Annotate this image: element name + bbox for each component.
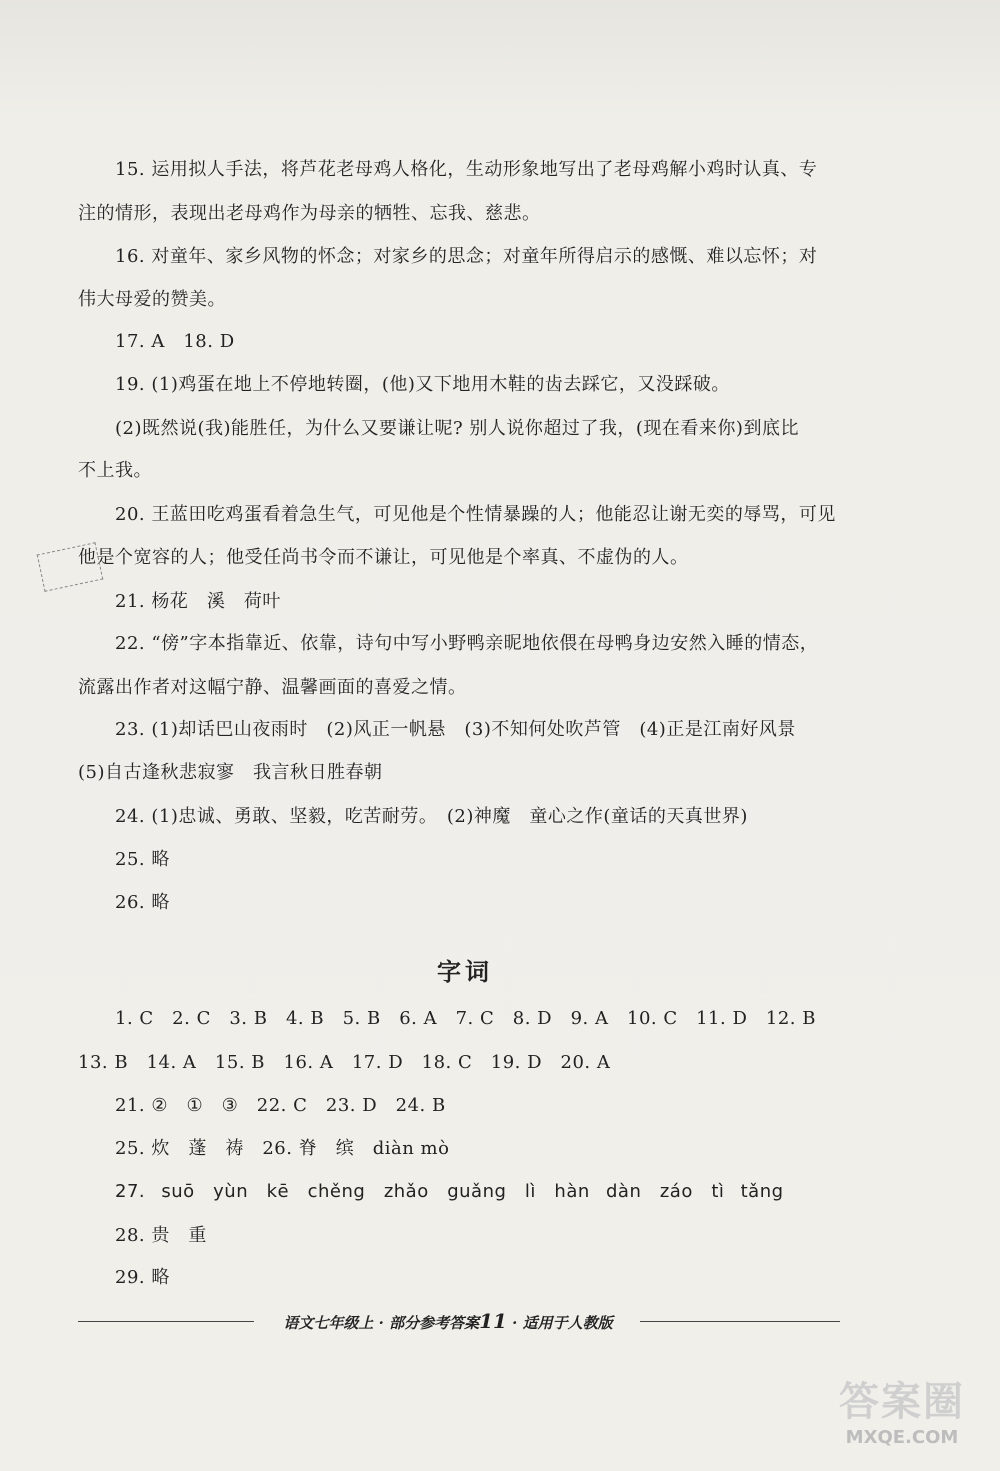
footer-left-text: 语文七年级上 · 部分参考答案 — [283, 1314, 480, 1332]
answer-16-line-1: 16. 对童年、家乡风物的怀念；对家乡的思念；对童年所得启示的感慨、难以忘怀；对 — [115, 246, 818, 267]
answer-23-line-1: 23. (1)却话巴山夜雨时 (2)风正一帆悬 (3)不知何处吹芦管 (4)正是江南好风景 — [115, 719, 796, 740]
page-footer — [256, 1310, 640, 1334]
vocab-line-3: 21. ② ① ③ 22. C 23. D 24. B — [115, 1095, 446, 1116]
vocab-line-6: 28. 贵 重 — [115, 1225, 207, 1246]
vocab-line-1: 1. C 2. C 3. B 4. B 5. B 6. A 7. C 8. D 9. A 10. C 11. D 12. B — [115, 1008, 816, 1029]
footer-right-text: · 适用于人教版 — [506, 1314, 613, 1332]
answer-23-line-2: (5)自古逢秋悲寂寥 我言秋日胜春朝 — [78, 762, 383, 783]
section-title-vocab: 字词 — [437, 958, 493, 986]
vocab-line-2: 13. B 14. A 15. B 16. A 17. D 18. C 19. D 20. A — [78, 1052, 611, 1073]
answer-19-line-2: (2)既然说(我)能胜任，为什么又要谦让呢? 别人说你超过了我，(现在看来你)到底比 — [115, 418, 799, 439]
answer-16-line-2: 伟大母爱的赞美。 — [78, 289, 226, 310]
answer-21: 21. 杨花 溪 荷叶 — [115, 591, 281, 612]
answer-20-line-1: 20. 王蓝田吃鸡蛋看着急生气，可见他是个性情暴躁的人；他能忍让谢无奕的辱骂，可见 — [115, 504, 836, 525]
watermark-logo-text: 答案圈 — [839, 1379, 965, 1425]
answer-19-line-3: 不上我。 — [78, 460, 152, 481]
vocab-line-7: 29. 略 — [115, 1267, 170, 1288]
answer-20-line-2: 他是个宽容的人；他受任尚书令而不谦让，可见他是个率真、不虚伪的人。 — [78, 547, 689, 568]
answer-15-line-1: 15. 运用拟人手法，将芦花老母鸡人格化，生动形象地写出了老母鸡解小鸡时认真、专 — [115, 159, 818, 180]
answer-22-line-2: 流露出作者对这幅宁静、温馨画面的喜爱之情。 — [78, 677, 467, 698]
page-number: 11 — [479, 1309, 507, 1333]
footer-rule-left — [78, 1321, 254, 1322]
answer-26: 26. 略 — [115, 892, 170, 913]
watermark-url: MXQE.COM — [845, 1427, 959, 1448]
answer-17-18: 17. A 18. D — [115, 331, 235, 352]
answer-15-line-2: 注的情形，表现出老母鸡作为母亲的牺牲、忘我、慈悲。 — [78, 203, 541, 224]
answer-25: 25. 略 — [115, 849, 170, 870]
answer-22-line-1: 22. “傍”字本指靠近、依靠，诗句中写小野鸭亲昵地依偎在母鸭身边安然入睡的情态， — [115, 633, 819, 654]
site-watermark — [822, 1378, 982, 1468]
vocab-line-5-pinyin: 27. suō yùn kē chěng zhǎo guǎng lì hàn dàn záo tì tǎng — [115, 1181, 784, 1202]
vocab-line-4: 25. 炊 蓬 祷 26. 脊 缤 diàn mò — [115, 1138, 450, 1159]
footer-rule-right — [640, 1321, 840, 1322]
answer-19-line-1: 19. (1)鸡蛋在地上不停地转圈，(他)又下地用木鞋的齿去踩它，又没踩破。 — [115, 374, 730, 395]
answer-24: 24. (1)忠诚、勇敢、坚毅，吃苦耐劳。 (2)神魔 童心之作(童话的天真世界) — [115, 806, 748, 827]
faint-stamp-mark — [37, 542, 104, 592]
